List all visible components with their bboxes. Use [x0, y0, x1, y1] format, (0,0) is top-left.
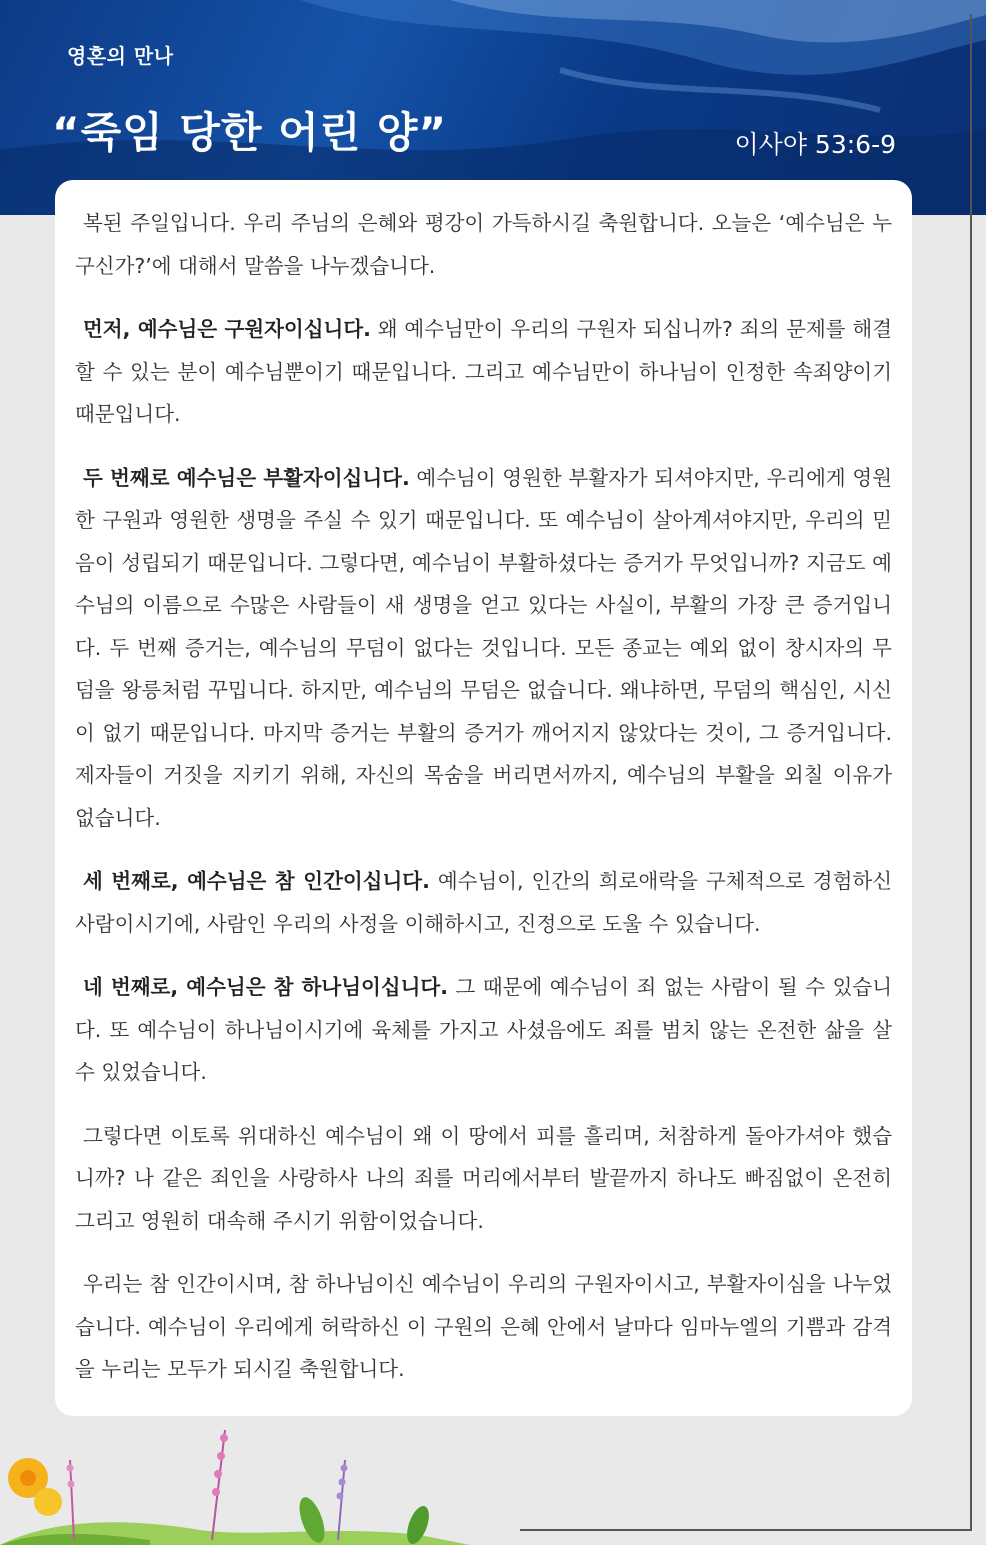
pink-blossom-icon — [217, 1452, 225, 1460]
page-title: “죽임 당한 어린 양” — [52, 108, 448, 157]
pink-blossom-icon — [68, 1481, 75, 1488]
paragraph-text: 우리는 참 인간이시며, 참 하나님이신 예수님이 우리의 구원자이시고, 부활자이심을 나누었습니다. 예수님이 우리에게 허락하신 이 구원의 은혜 안에서 날마다 임마누엘의 기쁨과 감격을 누리는 모두가 되시길 축원합니다. — [75, 1272, 892, 1381]
paragraph-text: 왜 예수님만이 우리의 구원자 되십니까? 죄의 문제를 해결할 수 있는 분이 예수님뿐이기 때문입니다. 그리고 예수님만이 하나님이 인정한 속죄양이기 때문입니다. — [75, 317, 892, 426]
paragraph-text: 예수님이 영원한 부활자가 되셔야지만, 우리에게 영원한 구원과 영원한 생명을 주실 수 있기 때문입니다. 또 예수님이 살아계셔야지만, 우리의 믿음이 성립되기 때문입니다. 그렇다면, 예수님이 부활하셨다는 증거가 무엇입니까? 지금도 예수님의 이름으로 수많은 사람들이 새 생명을 얻고 있다는 사실이, 부활의 가장 큰 증거입니다. 두 번째 증거는, 예수님의 무덤이 없다는 것입니다. 모든 종교는 예외 없이 창시자의 무덤을 왕릉처럼 꾸밉니다. 하지만, 예수님의 무덤은 없습니다. 왜냐하면, 무덤의 핵심인, 시신이 없기 때문입니다. 마지막 증거는 부활의 증거가 깨어지지 않았다는 것이, 그 증거입니다. 제자들이 거짓을 지키기 위해, 자신의 목숨을 버리면서까지, 예수님의 부활을 외칠 이유가 없습니다. — [75, 465, 892, 830]
paragraph-intro — [75, 202, 892, 287]
paragraph-true-human — [75, 860, 892, 945]
paragraph-text: 그렇다면 이토록 위대하신 예수님이 왜 이 땅에서 피를 흘리며, 처참하게 돌아가셔야 했습니까? 나 같은 죄인을 사랑하사 나의 죄를 머리에서부터 발끝까지 하나도 빠짐없이 온전히 그리고 영원히 대속해 주시기 위함이었습니다. — [75, 1123, 892, 1233]
lavender-blossom-icon — [339, 1479, 346, 1486]
frame-line-bottom — [520, 1529, 972, 1531]
paragraph-savior — [75, 308, 892, 436]
flower-stem — [338, 1460, 345, 1540]
pink-blossom-icon — [214, 1470, 222, 1478]
pink-blossom-icon — [67, 1465, 74, 1472]
pink-blossom-icon — [220, 1434, 228, 1442]
paragraph-atonement — [75, 1115, 892, 1243]
sermon-card — [55, 180, 912, 1416]
paragraph-true-god — [75, 966, 892, 1094]
paragraph-text: 예수님이, 인간의 희로애락을 구체적으로 경험하신 사람이시기에, 사람인 우리의 사정을 이해하시고, 진정으로 도울 수 있습니다. — [75, 869, 892, 936]
paragraph-lead: 두 번째로 예수님은 부활자이십니다. — [83, 465, 410, 490]
flower-center-icon — [20, 1470, 36, 1486]
paragraph-closing — [75, 1263, 892, 1391]
lavender-blossom-icon — [337, 1493, 344, 1500]
flower-decoration — [0, 1420, 520, 1545]
paragraph-lead: 네 번째로, 예수님은 참 하나님이십니다. — [83, 975, 449, 999]
paragraph-text: 그 때문에 예수님이 죄 없는 사람이 될 수 있습니다. 또 예수님이 하나님이시기에 육체를 가지고 사셨음에도 죄를 범치 않는 온전한 삶을 살 수 있었습니다. — [75, 975, 892, 1084]
scripture-reference: 이사야 53:6-9 — [734, 130, 896, 159]
paragraph-lead: 먼저, 예수님은 구원자이십니다. — [83, 317, 371, 341]
lavender-blossom-icon — [341, 1465, 348, 1472]
paragraph-resurrection — [75, 457, 892, 840]
flower-stem — [212, 1430, 225, 1540]
pink-blossom-icon — [212, 1488, 220, 1496]
paragraph-text: 복된 주일입니다. 우리 주님의 은혜와 평강이 가득하시길 축원합니다. 오늘은 ‘예수님은 누구신가?’에 대해서 말씀을 나누겠습니다. — [75, 211, 892, 278]
section-label: 영혼의 만나 — [67, 44, 174, 68]
paragraph-lead: 세 번째로, 예수님은 참 인간이십니다. — [83, 869, 430, 893]
yellow-flower-icon — [34, 1488, 62, 1516]
frame-line-right — [970, 14, 972, 1531]
